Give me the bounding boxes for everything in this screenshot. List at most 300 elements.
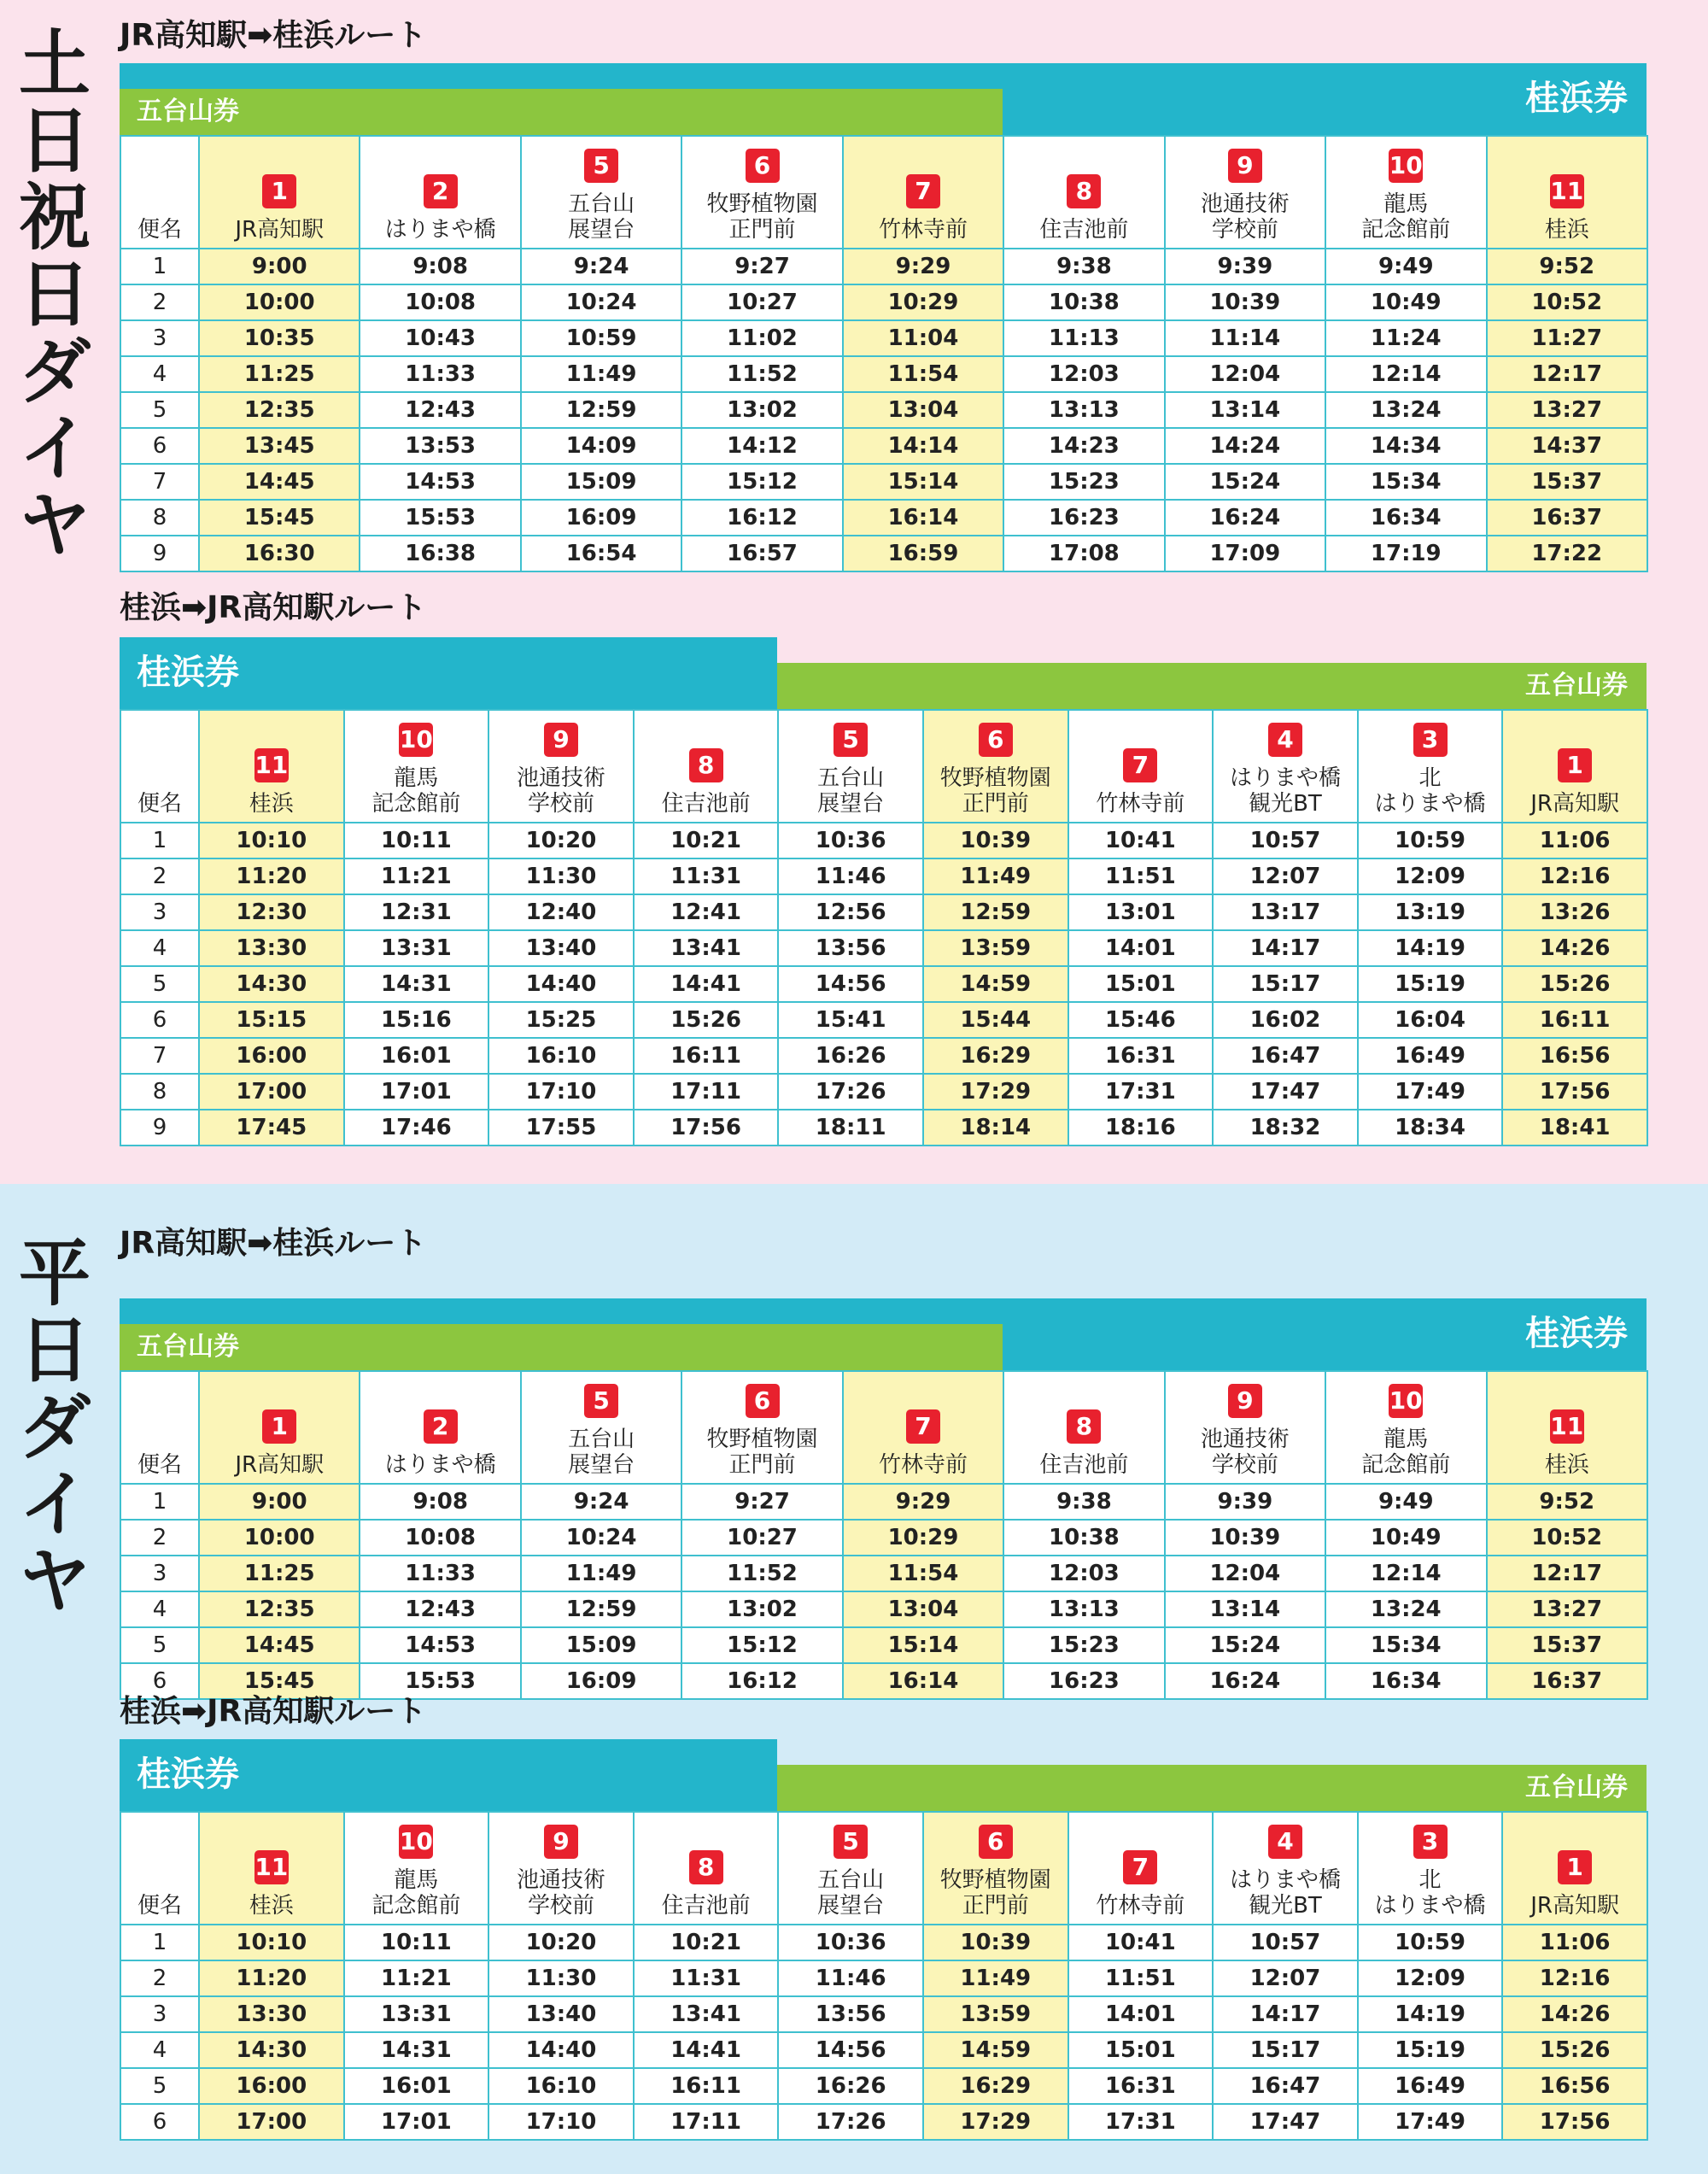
departure-time: 14:59 (923, 2032, 1068, 2068)
departure-time: 11:06 (1502, 823, 1647, 858)
departure-time: 11:21 (344, 858, 489, 894)
departure-time: 11:13 (1003, 320, 1164, 356)
departure-time: 14:19 (1358, 930, 1503, 966)
header-row (120, 1371, 1647, 1484)
stop-header (1165, 136, 1325, 249)
departure-time: 15:44 (923, 1002, 1068, 1038)
stop-header (923, 710, 1068, 823)
departure-time: 16:12 (681, 1663, 842, 1699)
stop-name: 牧野植物園 正門前 (706, 1427, 818, 1478)
departure-time: 13:31 (344, 930, 489, 966)
bin-number: 3 (120, 894, 199, 930)
departure-time: 10:27 (681, 284, 842, 320)
departure-time: 12:56 (778, 894, 923, 930)
departure-time: 10:36 (778, 823, 923, 858)
departure-time: 12:43 (360, 392, 520, 428)
departure-time: 10:49 (1325, 284, 1486, 320)
departure-time: 14:40 (488, 2032, 634, 2068)
departure-time: 11:20 (199, 858, 344, 894)
stop-name: 桂浜 (249, 791, 294, 817)
departure-time: 10:39 (923, 1925, 1068, 1960)
departure-time: 12:03 (1003, 356, 1164, 392)
departure-time: 10:59 (1358, 1925, 1503, 1960)
departure-time: 11:27 (1487, 320, 1647, 356)
departure-time: 14:40 (488, 966, 634, 1002)
departure-time: 10:11 (344, 823, 489, 858)
stop-number-badge: 11 (254, 748, 289, 782)
stop-name: JR高知駅 (1530, 1893, 1619, 1919)
ticket-band (120, 1739, 1647, 1811)
departure-time: 16:59 (843, 536, 1003, 571)
table-row (120, 1520, 1647, 1556)
departure-time: 11:04 (843, 320, 1003, 356)
departure-time: 9:29 (843, 249, 1003, 284)
departure-time: 15:12 (681, 1627, 842, 1663)
bin-number: 1 (120, 823, 199, 858)
stop-header (1325, 1371, 1486, 1484)
stop-number-badge: 10 (399, 723, 433, 757)
stop-header (923, 1812, 1068, 1925)
departure-time: 15:45 (199, 500, 360, 536)
departure-time: 14:09 (521, 428, 681, 464)
departure-time: 10:24 (521, 1520, 681, 1556)
departure-time: 16:00 (199, 1038, 344, 1074)
table-row (120, 2068, 1647, 2104)
bin-number: 2 (120, 284, 199, 320)
stop-number-badge: 10 (399, 1825, 433, 1859)
ticket-band-green (777, 1765, 1647, 1811)
departure-time: 10:35 (199, 320, 360, 356)
table-row (120, 894, 1647, 930)
stop-name: 龍馬 記念館前 (371, 765, 461, 817)
header-row (120, 710, 1647, 823)
departure-time: 15:34 (1325, 464, 1486, 500)
bin-number: 4 (120, 356, 199, 392)
departure-time: 13:02 (681, 392, 842, 428)
departure-time: 17:49 (1358, 1074, 1503, 1110)
bin-number: 3 (120, 1996, 199, 2032)
stop-header (1003, 136, 1164, 249)
departure-time: 16:26 (778, 2068, 923, 2104)
departure-time: 16:47 (1213, 2068, 1358, 2104)
stop-name: 北 はりまや橋 (1374, 765, 1486, 817)
stop-name: 住吉池前 (1039, 1452, 1129, 1478)
departure-time: 15:25 (488, 1002, 634, 1038)
stop-number-badge: 7 (1123, 748, 1157, 782)
departure-time: 10:20 (488, 823, 634, 858)
departure-time: 13:24 (1325, 392, 1486, 428)
departure-time: 13:53 (360, 428, 520, 464)
departure-time: 10:49 (1325, 1520, 1486, 1556)
table-row (120, 428, 1647, 464)
weekday-inbound-route-title: 桂浜➡JR高知駅ルート (120, 1694, 427, 1729)
departure-time: 15:16 (344, 1002, 489, 1038)
stop-number-badge: 7 (906, 1409, 940, 1444)
stop-header (1502, 1812, 1647, 1925)
departure-time: 10:11 (344, 1925, 489, 1960)
departure-time: 17:26 (778, 1074, 923, 1110)
departure-time: 12:17 (1487, 1556, 1647, 1591)
departure-time: 17:10 (488, 1074, 634, 1110)
weekend-outbound-timetable (120, 63, 1647, 572)
departure-time: 16:57 (681, 536, 842, 571)
stop-name: 池通技術 学校前 (1200, 191, 1290, 243)
departure-time: 17:22 (1487, 536, 1647, 571)
stop-header (634, 710, 779, 823)
departure-time: 15:34 (1325, 1627, 1486, 1663)
departure-time: 16:26 (778, 1038, 923, 1074)
departure-time: 16:14 (843, 500, 1003, 536)
departure-time: 9:38 (1003, 1484, 1164, 1520)
table-row (120, 1591, 1647, 1627)
stop-number-badge: 10 (1389, 1384, 1423, 1418)
departure-time: 11:51 (1068, 1960, 1214, 1996)
departure-time: 16:23 (1003, 1663, 1164, 1699)
table-row (120, 2104, 1647, 2140)
departure-time: 12:16 (1502, 1960, 1647, 1996)
departure-time: 13:30 (199, 1996, 344, 2032)
stop-number-badge: 11 (1550, 174, 1584, 208)
stop-name: JR高知駅 (235, 217, 325, 243)
departure-time: 16:38 (360, 536, 520, 571)
departure-time: 17:01 (344, 1074, 489, 1110)
stop-number-badge: 1 (1558, 748, 1592, 782)
departure-time: 14:01 (1068, 930, 1214, 966)
bin-number: 5 (120, 2068, 199, 2104)
stop-number-badge: 9 (1228, 149, 1262, 183)
weekend-inbound-timetable (120, 637, 1647, 1146)
departure-time: 17:01 (344, 2104, 489, 2140)
weekday-outbound-route-title: JR高知駅➡桂浜ルート (120, 1226, 427, 1261)
stop-header (778, 1812, 923, 1925)
table-row (120, 823, 1647, 858)
departure-time: 13:01 (1068, 894, 1214, 930)
timetable (120, 709, 1648, 1146)
departure-time: 16:04 (1358, 1002, 1503, 1038)
ticket-band (120, 637, 1647, 709)
departure-time: 16:37 (1487, 1663, 1647, 1699)
table-row (120, 1925, 1647, 1960)
bin-number: 5 (120, 966, 199, 1002)
stop-header (778, 710, 923, 823)
departure-time: 12:17 (1487, 356, 1647, 392)
departure-time: 16:02 (1213, 1002, 1358, 1038)
stop-number-badge: 5 (834, 723, 868, 757)
departure-time: 16:10 (488, 2068, 634, 2104)
departure-time: 9:08 (360, 249, 520, 284)
stop-header (1068, 710, 1214, 823)
departure-time: 15:41 (778, 1002, 923, 1038)
departure-time: 14:01 (1068, 1996, 1214, 2032)
stop-name: はりまや橋 観光BT (1229, 765, 1341, 817)
table-row (120, 1960, 1647, 1996)
departure-time: 17:11 (634, 2104, 779, 2140)
departure-time: 13:30 (199, 930, 344, 966)
departure-time: 13:14 (1165, 1591, 1325, 1627)
departure-time: 10:00 (199, 284, 360, 320)
departure-time: 10:36 (778, 1925, 923, 1960)
departure-time: 17:00 (199, 2104, 344, 2140)
departure-time: 16:24 (1165, 500, 1325, 536)
departure-time: 9:27 (681, 249, 842, 284)
stop-name: 池通技術 学校前 (516, 1867, 605, 1919)
ticket-band-green (777, 663, 1647, 709)
departure-time: 13:41 (634, 930, 779, 966)
stop-number-badge: 7 (906, 174, 940, 208)
departure-time: 15:14 (843, 464, 1003, 500)
departure-time: 9:24 (521, 1484, 681, 1520)
stop-name: 桂浜 (1544, 217, 1589, 243)
departure-time: 14:53 (360, 1627, 520, 1663)
stop-name: 桂浜 (1544, 1452, 1589, 1478)
table-row (120, 1074, 1647, 1110)
departure-time: 11:49 (521, 356, 681, 392)
stop-number-badge: 1 (262, 174, 296, 208)
stop-name: 池通技術 学校前 (1200, 1427, 1290, 1478)
departure-time: 12:14 (1325, 356, 1486, 392)
departure-time: 11:49 (923, 858, 1068, 894)
stop-number-badge: 5 (584, 1384, 618, 1418)
departure-time: 17:46 (344, 1110, 489, 1146)
stop-number-badge: 10 (1389, 149, 1423, 183)
departure-time: 12:09 (1358, 858, 1503, 894)
departure-time: 16:34 (1325, 1663, 1486, 1699)
departure-time: 18:14 (923, 1110, 1068, 1146)
bin-number: 1 (120, 249, 199, 284)
departure-time: 13:04 (843, 392, 1003, 428)
stop-name: 五台山 展望台 (817, 1867, 885, 1919)
table-row (120, 1996, 1647, 2032)
departure-time: 14:56 (778, 966, 923, 1002)
stop-number-badge: 11 (1550, 1409, 1584, 1444)
departure-time: 17:47 (1213, 2104, 1358, 2140)
departure-time: 16:56 (1502, 1038, 1647, 1074)
departure-time: 15:37 (1487, 1627, 1647, 1663)
departure-time: 11:20 (199, 1960, 344, 1996)
departure-time: 17:47 (1213, 1074, 1358, 1110)
departure-time: 13:40 (488, 930, 634, 966)
bin-number: 8 (120, 500, 199, 536)
departure-time: 11:25 (199, 356, 360, 392)
departure-time: 12:07 (1213, 858, 1358, 894)
departure-time: 13:59 (923, 930, 1068, 966)
departure-time: 11:52 (681, 1556, 842, 1591)
departure-time: 15:09 (521, 1627, 681, 1663)
departure-time: 14:45 (199, 464, 360, 500)
departure-time: 16:37 (1487, 500, 1647, 536)
stop-header (521, 136, 681, 249)
departure-time: 17:08 (1003, 536, 1164, 571)
departure-time: 10:52 (1487, 1520, 1647, 1556)
departure-time: 10:39 (923, 823, 1068, 858)
departure-time: 12:31 (344, 894, 489, 930)
stop-header (488, 1812, 634, 1925)
bin-number: 7 (120, 464, 199, 500)
departure-time: 18:41 (1502, 1110, 1647, 1146)
departure-time: 15:01 (1068, 966, 1214, 1002)
departure-time: 18:11 (778, 1110, 923, 1146)
table-row (120, 1627, 1647, 1663)
departure-time: 11:51 (1068, 858, 1214, 894)
ticket-right-label: 五台山券 (1525, 1773, 1628, 1802)
departure-time: 17:19 (1325, 536, 1486, 571)
departure-time: 14:30 (199, 966, 344, 1002)
departure-time: 11:30 (488, 1960, 634, 1996)
departure-time: 16:29 (923, 1038, 1068, 1074)
stop-name: JR高知駅 (1530, 791, 1619, 817)
stop-number-badge: 2 (424, 174, 458, 208)
bin-number: 1 (120, 1484, 199, 1520)
bin-number: 4 (120, 2032, 199, 2068)
bin-number: 2 (120, 1520, 199, 1556)
bin-number: 2 (120, 1960, 199, 1996)
departure-time: 11:21 (344, 1960, 489, 1996)
bin-number: 6 (120, 1002, 199, 1038)
departure-time: 14:24 (1165, 428, 1325, 464)
ticket-left-label: 桂浜券 (137, 653, 239, 692)
departure-time: 15:53 (360, 1663, 520, 1699)
departure-time: 12:40 (488, 894, 634, 930)
departure-time: 17:31 (1068, 2104, 1214, 2140)
departure-time: 16:29 (923, 2068, 1068, 2104)
departure-time: 16:49 (1358, 2068, 1503, 2104)
departure-time: 16:30 (199, 536, 360, 571)
stop-number-badge: 3 (1413, 723, 1448, 757)
departure-time: 15:01 (1068, 2032, 1214, 2068)
bin-number: 6 (120, 428, 199, 464)
header-row (120, 1812, 1647, 1925)
stop-number-badge: 6 (746, 149, 780, 183)
ticket-left-label: 五台山券 (137, 1332, 239, 1362)
departure-time: 16:47 (1213, 1038, 1358, 1074)
table-row (120, 392, 1647, 428)
departure-time: 9:27 (681, 1484, 842, 1520)
stop-number-badge: 6 (746, 1384, 780, 1418)
departure-time: 12:59 (521, 392, 681, 428)
table-row (120, 1556, 1647, 1591)
departure-time: 14:53 (360, 464, 520, 500)
departure-time: 12:09 (1358, 1960, 1503, 1996)
stop-number-badge: 8 (689, 748, 723, 782)
departure-time: 9:00 (199, 249, 360, 284)
departure-time: 12:35 (199, 1591, 360, 1627)
stop-header (360, 136, 520, 249)
departure-time: 12:43 (360, 1591, 520, 1627)
departure-time: 11:33 (360, 1556, 520, 1591)
bin-number: 8 (120, 1074, 199, 1110)
stop-header (1213, 710, 1358, 823)
departure-time: 13:04 (843, 1591, 1003, 1627)
departure-time: 11:06 (1502, 1925, 1647, 1960)
departure-time: 10:38 (1003, 284, 1164, 320)
stop-header (843, 136, 1003, 249)
stop-header (681, 136, 842, 249)
departure-time: 16:11 (634, 2068, 779, 2104)
weekday-outbound-timetable (120, 1298, 1647, 1700)
stop-header (634, 1812, 779, 1925)
weekday-title: 平 日 ダ イ ヤ (19, 1232, 91, 1623)
bin-number: 9 (120, 536, 199, 571)
departure-time: 11:31 (634, 1960, 779, 1996)
departure-time: 13:31 (344, 1996, 489, 2032)
departure-time: 10:41 (1068, 1925, 1214, 1960)
departure-time: 13:45 (199, 428, 360, 464)
departure-time: 17:56 (1502, 1074, 1647, 1110)
departure-time: 10:41 (1068, 823, 1214, 858)
departure-time: 9:29 (843, 1484, 1003, 1520)
weekend-title: 土 日 祝 日 ダ イ ヤ (19, 22, 91, 567)
departure-time: 9:24 (521, 249, 681, 284)
stop-name: 竹林寺前 (878, 217, 968, 243)
departure-time: 15:45 (199, 1663, 360, 1699)
departure-time: 15:17 (1213, 2032, 1358, 2068)
departure-time: 16:10 (488, 1038, 634, 1074)
departure-time: 12:59 (923, 894, 1068, 930)
stop-name: 五台山 展望台 (568, 1427, 635, 1478)
stop-header (199, 1371, 360, 1484)
departure-time: 15:19 (1358, 2032, 1503, 2068)
table-row (120, 1038, 1647, 1074)
departure-time: 14:14 (843, 428, 1003, 464)
stop-name: 住吉池前 (661, 791, 751, 817)
departure-time: 12:04 (1165, 1556, 1325, 1591)
departure-time: 11:54 (843, 356, 1003, 392)
stop-number-badge: 5 (584, 149, 618, 183)
departure-time: 16:09 (521, 500, 681, 536)
departure-time: 12:04 (1165, 356, 1325, 392)
departure-time: 10:39 (1165, 1520, 1325, 1556)
table-row (120, 320, 1647, 356)
ticket-band (120, 1298, 1647, 1370)
stop-number-badge: 1 (1558, 1850, 1592, 1884)
departure-time: 15:19 (1358, 966, 1503, 1002)
departure-time: 10:21 (634, 823, 779, 858)
timetable (120, 1370, 1648, 1700)
stop-header (1003, 1371, 1164, 1484)
stop-name: 五台山 展望台 (817, 765, 885, 817)
departure-time: 15:46 (1068, 1002, 1214, 1038)
table-row (120, 966, 1647, 1002)
departure-time: 10:00 (199, 1520, 360, 1556)
stop-name: 五台山 展望台 (568, 191, 635, 243)
departure-time: 10:27 (681, 1520, 842, 1556)
departure-time: 10:29 (843, 1520, 1003, 1556)
bin-number: 5 (120, 1627, 199, 1663)
departure-time: 16:14 (843, 1663, 1003, 1699)
stop-number-badge: 5 (834, 1825, 868, 1859)
departure-time: 14:17 (1213, 930, 1358, 966)
bin-number: 6 (120, 1663, 199, 1699)
departure-time: 17:26 (778, 2104, 923, 2140)
stop-name: 住吉池前 (1039, 217, 1129, 243)
stop-name: 北 はりまや橋 (1374, 1867, 1486, 1919)
table-row (120, 536, 1647, 571)
table-row (120, 930, 1647, 966)
stop-name: 竹林寺前 (1096, 791, 1185, 817)
bin-number: 1 (120, 1925, 199, 1960)
departure-time: 15:24 (1165, 1627, 1325, 1663)
departure-time: 10:43 (360, 320, 520, 356)
bin-number: 9 (120, 1110, 199, 1146)
stop-header (1068, 1812, 1214, 1925)
table-row (120, 284, 1647, 320)
departure-time: 12:59 (521, 1591, 681, 1627)
stop-header (344, 1812, 489, 1925)
stop-name: 池通技術 学校前 (516, 765, 605, 817)
stop-name: 竹林寺前 (1096, 1893, 1185, 1919)
bin-number: 3 (120, 320, 199, 356)
departure-time: 16:56 (1502, 2068, 1647, 2104)
